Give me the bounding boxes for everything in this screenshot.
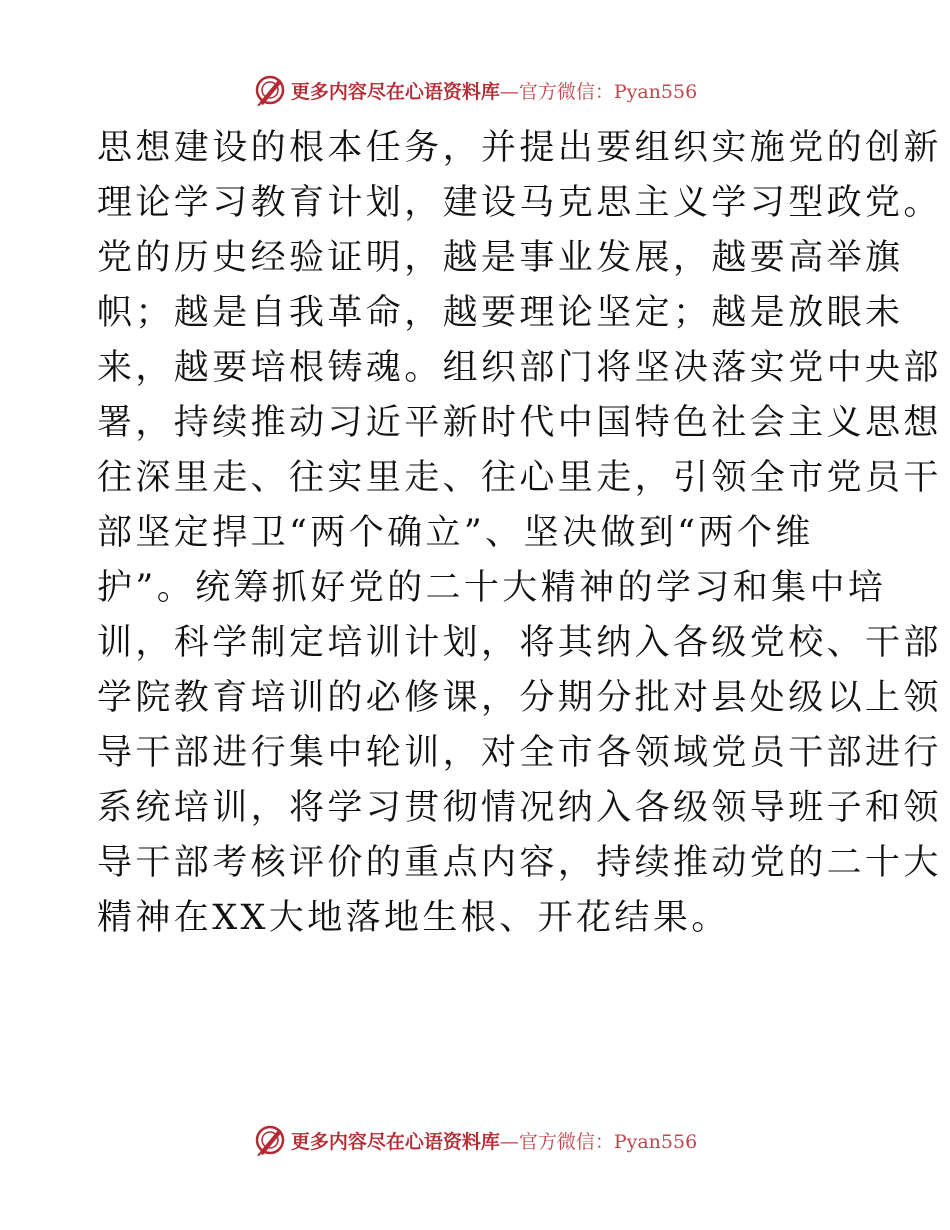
body-line: 理论学习教育计划，建设马克思主义学习型政党。 [97, 183, 942, 223]
body-line: 训，科学制定培训计划，将其纳入各级党校、干部 [97, 623, 942, 663]
body-line: 系统培训，将学习贯彻情况纳入各级领导班子和领 [97, 788, 942, 828]
footer-banner-separator: — [499, 1130, 519, 1153]
body-line: 往深里走、往实里走、往心里走，引领全市党员干 [97, 458, 942, 498]
footer-banner-title: 更多内容尽在心语资料库 [290, 1130, 500, 1153]
footer-banner-contact: 官方微信：Pyan556 [518, 1130, 698, 1153]
header-banner [0, 70, 950, 110]
body-line: 护”。统筹抓好党的二十大精神的学习和集中培 [97, 568, 887, 608]
header-banner-contact: 官方微信：Pyan556 [518, 80, 698, 103]
header-banner-title: 更多内容尽在心语资料库 [290, 80, 500, 103]
body-line: 帜；越是自我革命，越要理论坚定；越是放眼未 [97, 293, 904, 333]
body-line: 学院教育培训的必修课，分期分批对县处级以上领 [97, 678, 942, 718]
body-line: 部坚定捍卫“两个确立”、坚决做到“两个维 [97, 513, 814, 553]
body-line: 精神在XX大地落地生根、开花结果。 [97, 898, 730, 938]
footer-banner [0, 1120, 950, 1160]
body-line: 署，持续推动习近平新时代中国特色社会主义思想 [97, 403, 942, 443]
body-line: 来，越要培根铸魂。组织部门将坚决落实党中央部 [97, 348, 942, 388]
header-banner-text [291, 77, 697, 104]
body-line: 导干部进行集中轮训，对全市各领域党员干部进行 [97, 733, 942, 773]
body-line: 党的历史经验证明，越是事业发展，越要高举旗 [97, 238, 904, 278]
pen-logo-icon [253, 73, 287, 107]
body-line: 思想建设的根本任务，并提出要组织实施党的创新 [97, 128, 942, 168]
header-banner-separator: — [499, 80, 519, 103]
body-line: 导干部考核评价的重点内容，持续推动党的二十大 [97, 843, 942, 883]
document-body [97, 121, 942, 946]
footer-banner-text [291, 1127, 697, 1154]
pen-logo-icon [253, 1123, 287, 1157]
